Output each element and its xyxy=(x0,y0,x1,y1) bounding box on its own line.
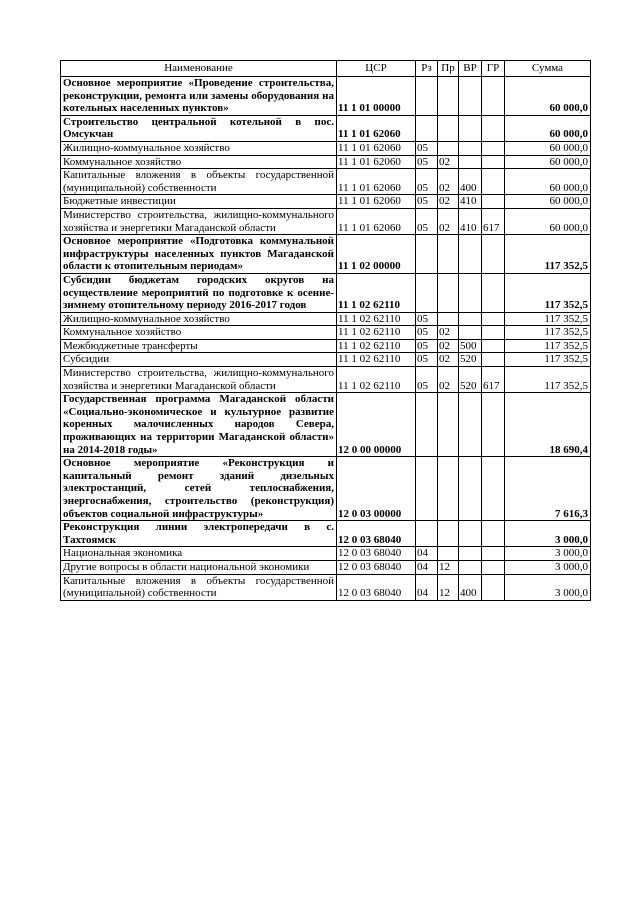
cell-sum: 60 000,0 xyxy=(505,115,591,141)
cell-vr: 400 xyxy=(459,574,482,600)
cell-sum: 60 000,0 xyxy=(505,195,591,209)
cell-rz: 05 xyxy=(416,367,438,393)
cell-gr xyxy=(482,195,505,209)
cell-vr xyxy=(459,235,482,274)
cell-gr xyxy=(482,77,505,116)
cell-pr xyxy=(438,235,459,274)
cell-rz xyxy=(416,235,438,274)
cell-pr xyxy=(438,115,459,141)
table-row xyxy=(61,367,591,393)
cell-gr xyxy=(482,353,505,367)
budget-table xyxy=(60,60,591,601)
cell-csr: 11 1 02 62110 xyxy=(337,326,416,340)
cell-name: Коммунальное хозяйство xyxy=(61,326,337,340)
cell-sum: 117 352,5 xyxy=(505,273,591,312)
cell-pr: 12 xyxy=(438,560,459,574)
cell-sum: 3 000,0 xyxy=(505,560,591,574)
cell-sum: 117 352,5 xyxy=(505,353,591,367)
cell-sum: 60 000,0 xyxy=(505,77,591,116)
cell-pr: 02 xyxy=(438,195,459,209)
cell-vr xyxy=(459,115,482,141)
cell-rz: 05 xyxy=(416,339,438,353)
cell-rz: 04 xyxy=(416,560,438,574)
cell-sum: 117 352,5 xyxy=(505,326,591,340)
cell-gr xyxy=(482,273,505,312)
cell-sum: 60 000,0 xyxy=(505,169,591,195)
cell-vr: 500 xyxy=(459,339,482,353)
table-row xyxy=(61,353,591,367)
table-row xyxy=(61,273,591,312)
table-row xyxy=(61,235,591,274)
cell-name: Бюджетные инвестиции xyxy=(61,195,337,209)
cell-pr xyxy=(438,521,459,547)
col-header-vr: ВР xyxy=(459,61,482,77)
cell-vr xyxy=(459,155,482,169)
cell-gr xyxy=(482,155,505,169)
table-row xyxy=(61,115,591,141)
table-row xyxy=(61,574,591,600)
cell-gr xyxy=(482,560,505,574)
cell-name: Основное мероприятие «Проведение строительства, реконструкции, ремонта или замены оборудования на котельных населенных пунктов» xyxy=(61,77,337,116)
cell-rz xyxy=(416,393,438,457)
cell-gr xyxy=(482,312,505,326)
cell-sum: 3 000,0 xyxy=(505,521,591,547)
cell-csr: 12 0 03 00000 xyxy=(337,457,416,521)
cell-csr: 12 0 00 00000 xyxy=(337,393,416,457)
table-row xyxy=(61,77,591,116)
cell-rz xyxy=(416,457,438,521)
cell-rz: 05 xyxy=(416,141,438,155)
cell-name: Субсидии бюджетам городских округов на осуществление мероприятий по подготовке к осенне-зимнему отопительному периоду 2016-2017 годов xyxy=(61,273,337,312)
cell-pr: 02 xyxy=(438,155,459,169)
cell-sum: 117 352,5 xyxy=(505,367,591,393)
cell-pr: 02 xyxy=(438,326,459,340)
cell-sum: 60 000,0 xyxy=(505,208,591,234)
cell-sum: 18 690,4 xyxy=(505,393,591,457)
cell-name: Основное мероприятие «Реконструкция и капитальный ремонт зданий дизельных электростанций, сетей теплоснабжения, энергоснабжения, строительство (реконструкция) объектов социальной инфраструктуры» xyxy=(61,457,337,521)
cell-sum: 3 000,0 xyxy=(505,574,591,600)
cell-name: Коммунальное хозяйство xyxy=(61,155,337,169)
cell-rz xyxy=(416,521,438,547)
cell-vr xyxy=(459,326,482,340)
cell-csr: 11 1 01 62060 xyxy=(337,169,416,195)
cell-gr xyxy=(482,115,505,141)
cell-pr xyxy=(438,547,459,561)
cell-csr: 11 1 02 62110 xyxy=(337,367,416,393)
cell-name: Жилищно-коммунальное хозяйство xyxy=(61,312,337,326)
cell-vr: 520 xyxy=(459,353,482,367)
cell-vr xyxy=(459,560,482,574)
cell-gr xyxy=(482,235,505,274)
col-header-csr: ЦСР xyxy=(337,61,416,77)
col-header-name: Наименование xyxy=(61,61,337,77)
cell-gr xyxy=(482,326,505,340)
cell-rz xyxy=(416,77,438,116)
cell-pr: 02 xyxy=(438,208,459,234)
cell-sum: 3 000,0 xyxy=(505,547,591,561)
cell-vr xyxy=(459,77,482,116)
cell-rz: 04 xyxy=(416,547,438,561)
cell-pr: 02 xyxy=(438,367,459,393)
cell-csr: 11 1 01 62060 xyxy=(337,208,416,234)
cell-rz: 05 xyxy=(416,195,438,209)
cell-csr: 11 1 01 62060 xyxy=(337,141,416,155)
cell-name: Межбюджетные трансферты xyxy=(61,339,337,353)
table-row xyxy=(61,155,591,169)
cell-name: Министерство строительства, жилищно-коммунального хозяйства и энергетики Магаданской области xyxy=(61,367,337,393)
table-row xyxy=(61,169,591,195)
table-row xyxy=(61,326,591,340)
cell-rz: 05 xyxy=(416,208,438,234)
table-row xyxy=(61,195,591,209)
table-row xyxy=(61,208,591,234)
cell-csr: 12 0 03 68040 xyxy=(337,560,416,574)
cell-pr: 02 xyxy=(438,339,459,353)
cell-vr xyxy=(459,393,482,457)
cell-gr xyxy=(482,339,505,353)
cell-csr: 11 1 02 62110 xyxy=(337,339,416,353)
cell-rz: 04 xyxy=(416,574,438,600)
cell-gr xyxy=(482,457,505,521)
cell-vr: 400 xyxy=(459,169,482,195)
cell-gr: 617 xyxy=(482,208,505,234)
col-header-gr: ГР xyxy=(482,61,505,77)
cell-rz: 05 xyxy=(416,353,438,367)
cell-csr: 12 0 03 68040 xyxy=(337,521,416,547)
cell-csr: 11 1 01 00000 xyxy=(337,77,416,116)
cell-gr xyxy=(482,393,505,457)
cell-name: Государственная программа Магаданской области «Социально-экономическое и культурное развитие коренных малочисленных народов Севера, проживающих на территории Магаданской области» на 2014-2018 годы» xyxy=(61,393,337,457)
table-row xyxy=(61,339,591,353)
cell-csr: 11 1 01 62060 xyxy=(337,195,416,209)
cell-name: Строительство центральной котельной в пос. Омсукчан xyxy=(61,115,337,141)
table-row xyxy=(61,141,591,155)
cell-pr: 02 xyxy=(438,169,459,195)
cell-pr xyxy=(438,273,459,312)
cell-vr: 520 xyxy=(459,367,482,393)
cell-name: Капитальные вложения в объекты государственной (муниципальной) собственности xyxy=(61,574,337,600)
cell-csr: 11 1 02 00000 xyxy=(337,235,416,274)
cell-name: Жилищно-коммунальное хозяйство xyxy=(61,141,337,155)
table-body xyxy=(61,77,591,601)
cell-vr: 410 xyxy=(459,208,482,234)
cell-gr xyxy=(482,574,505,600)
cell-pr: 02 xyxy=(438,353,459,367)
cell-gr: 617 xyxy=(482,367,505,393)
cell-sum: 7 616,3 xyxy=(505,457,591,521)
cell-pr xyxy=(438,312,459,326)
cell-name: Субсидии xyxy=(61,353,337,367)
col-header-sum: Сумма xyxy=(505,61,591,77)
table-row xyxy=(61,312,591,326)
cell-vr xyxy=(459,312,482,326)
cell-pr xyxy=(438,393,459,457)
cell-rz: 05 xyxy=(416,312,438,326)
table-row xyxy=(61,560,591,574)
cell-gr xyxy=(482,169,505,195)
cell-vr xyxy=(459,273,482,312)
table-row xyxy=(61,521,591,547)
cell-name: Капитальные вложения в объекты государственной (муниципальной) собственности xyxy=(61,169,337,195)
cell-vr xyxy=(459,521,482,547)
table-row xyxy=(61,457,591,521)
cell-name: Основное мероприятие «Подготовка коммунальной инфраструктуры населенных пунктов Магаданской области к отопительным периодам» xyxy=(61,235,337,274)
cell-rz: 05 xyxy=(416,326,438,340)
cell-vr xyxy=(459,141,482,155)
cell-sum: 117 352,5 xyxy=(505,312,591,326)
col-header-pr: Пр xyxy=(438,61,459,77)
cell-rz: 05 xyxy=(416,155,438,169)
cell-pr xyxy=(438,77,459,116)
col-header-rz: Рз xyxy=(416,61,438,77)
cell-csr: 11 1 02 62110 xyxy=(337,312,416,326)
cell-rz: 05 xyxy=(416,169,438,195)
cell-sum: 60 000,0 xyxy=(505,155,591,169)
cell-csr: 11 1 01 62060 xyxy=(337,115,416,141)
cell-rz xyxy=(416,115,438,141)
cell-name: Национальная экономика xyxy=(61,547,337,561)
cell-rz xyxy=(416,273,438,312)
cell-sum: 117 352,5 xyxy=(505,235,591,274)
table-row xyxy=(61,393,591,457)
cell-name: Другие вопросы в области национальной экономики xyxy=(61,560,337,574)
cell-vr: 410 xyxy=(459,195,482,209)
cell-vr xyxy=(459,547,482,561)
cell-csr: 12 0 03 68040 xyxy=(337,547,416,561)
cell-name: Министерство строительства, жилищно-коммунального хозяйства и энергетики Магаданской области xyxy=(61,208,337,234)
cell-sum: 117 352,5 xyxy=(505,339,591,353)
cell-pr xyxy=(438,141,459,155)
cell-pr xyxy=(438,457,459,521)
cell-gr xyxy=(482,547,505,561)
cell-vr xyxy=(459,457,482,521)
cell-pr: 12 xyxy=(438,574,459,600)
cell-csr: 11 1 02 62110 xyxy=(337,353,416,367)
cell-gr xyxy=(482,521,505,547)
table-row xyxy=(61,547,591,561)
cell-csr: 11 1 02 62110 xyxy=(337,273,416,312)
cell-csr: 12 0 03 68040 xyxy=(337,574,416,600)
table-header-row xyxy=(61,61,591,77)
cell-sum: 60 000,0 xyxy=(505,141,591,155)
cell-gr xyxy=(482,141,505,155)
cell-name: Реконструкция линии электропередачи в с. Тахтоямск xyxy=(61,521,337,547)
cell-csr: 11 1 01 62060 xyxy=(337,155,416,169)
